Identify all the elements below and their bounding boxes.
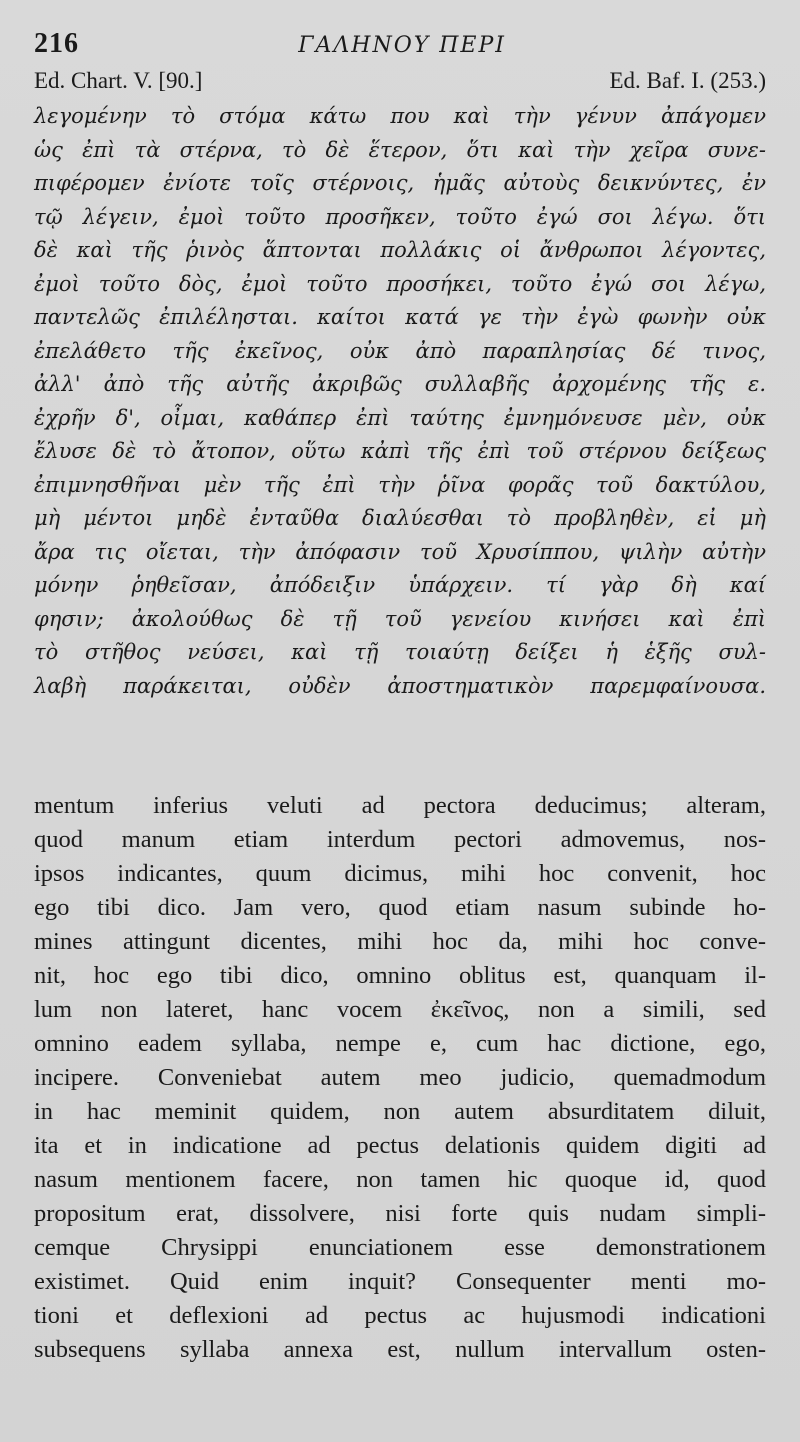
latin-line: mines attingunt dicentes, mihi hoc da, mihi hoc conve- xyxy=(34,928,766,955)
greek-line: φησιν; ἀκολούθως δὲ τῇ τοῦ γενείου κινήσει καὶ ἐπὶ xyxy=(34,606,766,631)
latin-line: ipsos indicantes, quum dicimus, mihi hoc convenit, hoc xyxy=(34,860,766,887)
greek-line: ἔλυσε δὲ τὸ ἄτοπον, οὕτω κἀπὶ τῆς ἐπὶ τοῦ στέρνου δείξεως xyxy=(34,439,766,463)
greek-line: ἄρα τις οἴεται, τὴν ἀπόφασιν τοῦ Χρυσίππου, ψιλὴν αὐτὴν xyxy=(34,539,766,564)
greek-line: μόνην ῥηθεῖσαν, ἀπόδειξιν ὑπάρχειν. τί γὰρ δὴ καί xyxy=(34,573,766,597)
edition-right: Ed. Baf. I. (253.) xyxy=(609,68,766,93)
latin-line: subsequens syllaba annexa est, nullum intervallum osten- xyxy=(34,1336,766,1363)
running-title: ΓΑΛΗΝΟΥ ΠΕΡΙ xyxy=(298,33,506,58)
latin-line: tioni et deflexioni ad pectus ac hujusmodi indicationi xyxy=(34,1302,766,1329)
latin-line: lum non lateret, hanc vocem ἐκεῖνος, non a simili, sed xyxy=(34,996,766,1023)
latin-line: ego tibi dico. Jam vero, quod etiam nasum subinde ho- xyxy=(34,894,766,921)
latin-line: quod manum etiam interdum pectori admovemus, nos- xyxy=(34,826,766,853)
greek-line: ἐχρῆν δ', οἶμαι, καθάπερ ἐπὶ ταύτης ἐμνημόνευσε μὲν, οὐκ xyxy=(34,405,766,430)
greek-line: ἐπελάθετο τῆς ἐκεῖνος, οὐκ ἀπὸ παραπλησίας δέ τινος, xyxy=(34,338,766,363)
latin-text-block xyxy=(34,789,766,1367)
greek-line: τὸ στῆθος νεύσει, καὶ τῇ τοιαύτῃ δείξει ἡ ἑξῆς συλ- xyxy=(34,640,766,664)
latin-line: in hac meminit quidem, non autem absurditatem diluit, xyxy=(34,1098,766,1125)
latin-line: nit, hoc ego tibi dico, omnino oblitus est, quanquam il- xyxy=(34,962,766,989)
greek-line: ἐπιμνησθῆναι μὲν τῆς ἐπὶ τὴν ῥῖνα φορᾶς τοῦ δακτύλου, xyxy=(34,472,766,497)
greek-line: ἐμοὶ τοῦτο δὸς, ἐμοὶ τοῦτο προσήκει, τοῦτο ἐγώ σοι λέγω, xyxy=(34,271,766,296)
edition-left: Ed. Chart. V. [90.] xyxy=(34,68,203,93)
greek-line: ὡς ἐπὶ τὰ στέρνα, τὸ δὲ ἕτερον, ὅτι καὶ τὴν χεῖρα συνε- xyxy=(34,137,766,162)
greek-line: ἀλλ' ἀπὸ τῆς αὐτῆς ἀκριβῶς συλλαβῆς ἀρχομένης τῆς ε. xyxy=(34,372,766,396)
latin-line: ita et in indicatione ad pectus delationis quidem digiti ad xyxy=(34,1132,766,1159)
latin-line: incipere. Conveniebat autem meo judicio, quemadmodum xyxy=(34,1064,766,1091)
section-gap xyxy=(34,703,766,789)
page-header xyxy=(34,28,766,62)
greek-line: λαβὴ παράκειται, οὐδὲν ἀποστηματικὸν παρεμφαίνουσα. xyxy=(34,673,766,698)
greek-text-block xyxy=(34,100,766,703)
latin-line: nasum mentionem facere, non tamen hic quoque id, quod xyxy=(34,1166,766,1193)
latin-line: mentum inferius veluti ad pectora deducimus; alteram, xyxy=(34,792,766,819)
greek-line: πιφέρομεν ἐνίοτε τοῖς στέρνοις, ἡμᾶς αὐτοὺς δεικνύντες, ἐν xyxy=(34,171,766,195)
greek-line: λεγομένην τὸ στόμα κάτω που καὶ τὴν γένυν ἀπάγομεν xyxy=(34,104,766,128)
greek-line: παντελῶς ἐπιλέλησται. καίτοι κατά γε τὴν ἐγὼ φωνὴν οὐκ xyxy=(34,305,766,329)
latin-line: omnino eadem syllaba, nempe e, cum hac dictione, ego, xyxy=(34,1030,766,1057)
latin-line: existimet. Quid enim inquit? Consequenter menti mo- xyxy=(34,1268,766,1295)
greek-line: δὲ καὶ τῆς ῥινὸς ἅπτονται πολλάκις οἱ ἄνθρωποι λέγοντες, xyxy=(34,238,766,262)
edition-references xyxy=(34,68,766,96)
latin-line: cemque Chrysippi enunciationem esse demonstrationem xyxy=(34,1234,766,1261)
greek-line: μὴ μέντοι μηδὲ ἐνταῦθα διαλύεσθαι τὸ προβληθὲν, εἰ μὴ xyxy=(34,506,766,530)
greek-line: τῷ λέγειν, ἐμοὶ τοῦτο προσῆκεν, τοῦτο ἐγώ σοι λέγω. ὅτι xyxy=(34,204,766,229)
latin-line: propositum erat, dissolvere, nisi forte quis nudam simpli- xyxy=(34,1200,766,1227)
page-number: 216 xyxy=(34,28,79,59)
